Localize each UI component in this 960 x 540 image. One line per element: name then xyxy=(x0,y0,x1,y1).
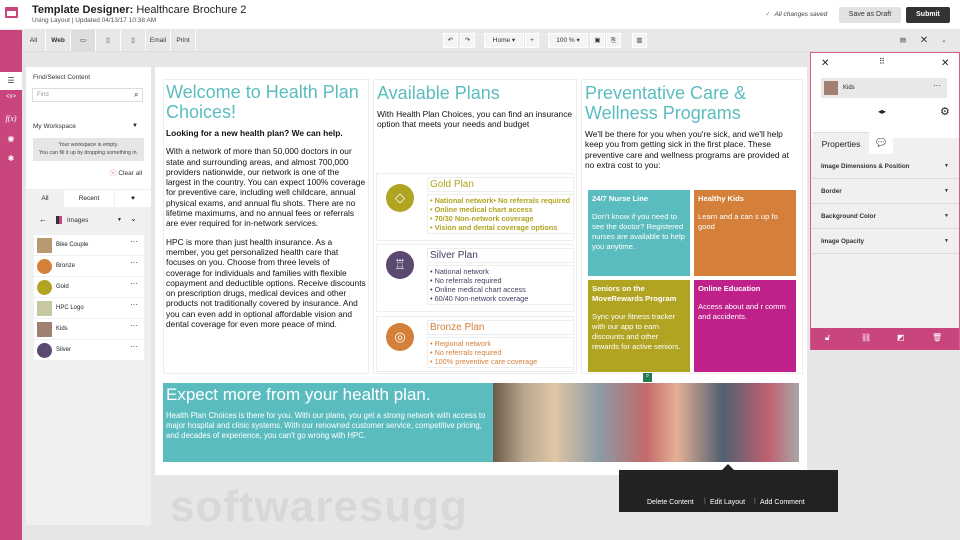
chevron-down-icon[interactable]: ▼ xyxy=(132,123,138,129)
list-item[interactable]: Kids ··· xyxy=(34,319,144,339)
view-web[interactable]: Web xyxy=(46,30,71,51)
plans-title: Available Plans xyxy=(377,83,500,103)
toolbar xyxy=(22,30,960,52)
more-icon[interactable]: ··· xyxy=(933,81,941,90)
undo-icon[interactable]: ↶ xyxy=(443,33,458,48)
delete-content-button[interactable]: Delete Content xyxy=(647,499,694,506)
images-section xyxy=(26,207,151,525)
thumbnail xyxy=(37,238,52,253)
more-icon[interactable]: ··· xyxy=(130,342,138,351)
welcome-title: Welcome to Health Plan Choices! xyxy=(166,82,359,122)
submit-button[interactable]: Submit xyxy=(906,7,950,23)
section-background-color[interactable]: Background Color ▼ xyxy=(811,204,959,229)
welcome-paragraph: HPC is more than just health insurance. As a member, you get personalized health care that focuses on you. Choose from three levels of coverage for individuals and families with flexible copayment and deductible options. Receive discounts on prescription drugs, medical devices and other products not traditionally covered by insurance. And you can even add in optional affordable vision and dental coverage for even more peace of mind. xyxy=(166,236,366,330)
clear-icon: ⓧ xyxy=(110,170,117,177)
add-page-button[interactable]: + xyxy=(525,33,539,48)
drag-handle-icon[interactable]: ⠿ xyxy=(879,57,885,66)
selected-item[interactable]: Kids ··· xyxy=(821,78,947,98)
medal-icon: ◎ xyxy=(386,323,414,351)
paste-icon[interactable]: ▣ xyxy=(590,33,605,48)
thumbnail xyxy=(37,259,52,274)
variables-icon[interactable]: <x> xyxy=(5,94,16,100)
properties-panel xyxy=(810,52,960,350)
watermark: softwaresugg xyxy=(170,482,469,531)
tile-seniors[interactable]: Seniors on the MoveRewards Program Sync your fitness tracker with our app to earn discounts and other rewards for active seniors. xyxy=(588,280,690,372)
add-comment-button[interactable]: Add Comment xyxy=(760,499,805,506)
list-item[interactable]: HPC Logo ··· xyxy=(34,298,144,318)
plan-features: • National network• No referrals required • Online medical chart access • 70/30 Non-network coverage • Vision and dental coverage options xyxy=(427,194,574,234)
find-select-panel xyxy=(26,67,151,525)
panel-actions xyxy=(811,328,959,350)
plan-silver[interactable] xyxy=(376,244,574,312)
heart-icon: ♥ xyxy=(131,195,135,202)
edit-layout-button[interactable]: Edit Layout xyxy=(710,499,746,506)
view-print[interactable]: Print xyxy=(171,30,196,51)
folder-name[interactable]: Images xyxy=(67,217,89,224)
wellness-title: Preventative Care & Wellness Programs xyxy=(585,83,747,123)
replace-image-icon[interactable]: ◩ xyxy=(897,333,905,342)
section-image-opacity[interactable]: Image Opacity ▼ xyxy=(811,229,959,254)
view-email[interactable]: Email xyxy=(146,30,171,51)
plan-features: • National network • No referrals required • Online medical chart access • 60/40 Non-network coverage xyxy=(427,265,574,305)
view-all[interactable]: All xyxy=(22,30,46,51)
wellness-intro: We'll be there for you when you're sick, and we'll help keep you from getting sick in the first place. These preventive care and wellness programs are provided at no extra cost to you: xyxy=(585,129,789,170)
more-icon[interactable]: ··· xyxy=(130,279,138,288)
clear-all-button[interactable]: ⓧ Clear all xyxy=(110,170,143,177)
tablet-icon[interactable]: ▯ xyxy=(96,30,121,51)
thumbnail xyxy=(824,81,838,95)
banner-title: Expect more from your health plan. xyxy=(166,385,431,404)
tab-all[interactable]: All xyxy=(26,190,64,207)
gear-icon[interactable]: ⚙ xyxy=(940,106,950,118)
chevron-down-icon[interactable]: ⌄ xyxy=(941,37,947,44)
close-icon[interactable]: ✕ xyxy=(941,58,950,69)
separator: | xyxy=(704,498,706,505)
workspace-select[interactable]: My Workspace xyxy=(33,123,76,130)
wellness-column[interactable] xyxy=(581,79,803,374)
section-image-dimensions[interactable]: Image Dimensions & Position ▼ xyxy=(811,154,959,179)
tile-nurse-line[interactable]: 24/7 Nurse Line Don't know if you need to see the doctor? Registered nurses are available to help you anytime. xyxy=(588,190,690,276)
back-arrow-icon[interactable]: ← xyxy=(39,215,47,224)
function-icon[interactable]: f(x) xyxy=(5,114,17,123)
header xyxy=(0,0,960,29)
welcome-lead: Looking for a new health plan? We can help. xyxy=(166,128,343,138)
list-item[interactable]: Silver ··· xyxy=(34,340,144,360)
comment-tab-icon[interactable]: 💬 xyxy=(869,132,893,154)
content-list-icon[interactable]: ☰ xyxy=(0,72,22,90)
save-status: ✓ All changes saved xyxy=(765,11,828,18)
plan-features: • Regional network • No referrals required • 100% preventive care coverage xyxy=(427,337,574,368)
document-canvas xyxy=(155,67,807,475)
more-icon[interactable]: ··· xyxy=(130,321,138,330)
chevron-down-icon[interactable]: ⌄ xyxy=(130,214,137,223)
tile-healthy-kids[interactable]: Healthy Kids Learn and a can s up fo good xyxy=(694,190,796,276)
thumbnail xyxy=(37,322,52,337)
resize-arrows-icon[interactable]: ◂▸ xyxy=(878,107,887,116)
plans-column[interactable] xyxy=(373,79,577,374)
tab-properties[interactable]: Properties xyxy=(813,132,869,154)
folder-icon xyxy=(56,216,62,224)
thumbnail xyxy=(37,280,52,295)
plan-name: Silver Plan xyxy=(427,248,574,263)
plan-name: Gold Plan xyxy=(427,177,574,192)
save-draft-button[interactable]: Save as Draft xyxy=(839,7,901,23)
zoom-select[interactable]: 100 % ▾ xyxy=(548,33,588,48)
tab-recent[interactable]: Recent xyxy=(78,195,100,202)
preview-eye-icon[interactable]: ◉ xyxy=(7,134,15,143)
plan-gold[interactable] xyxy=(376,173,574,241)
desktop-icon[interactable]: ▭ xyxy=(71,30,96,51)
thumbnail xyxy=(37,343,52,358)
tools-icon[interactable]: ✕ xyxy=(919,35,929,46)
more-icon[interactable]: ··· xyxy=(130,237,138,246)
folder-dropdown-icon[interactable]: ▼ xyxy=(117,217,122,223)
thumbnail xyxy=(37,301,52,316)
tab-favorites[interactable] xyxy=(114,190,151,207)
grid-columns-icon[interactable]: ▥ xyxy=(632,33,647,48)
welcome-paragraph: With a network of more than 50,000 doctors in our state and surrounding areas, and almost 700,000 providers nationwide, our network is one of the largest in the country. You can expect 100% coverage for preventive care, including well childcare, annual physical exams, and annual flu shots. There are no lifetime maximums, and no annual fees or referrals are ever required for in-network services. xyxy=(166,146,366,229)
tools-icon[interactable]: ✕ xyxy=(821,58,830,69)
page-select[interactable]: Home ▾ xyxy=(484,33,524,48)
page-title: Template Designer: Healthcare Brochure 2 xyxy=(32,4,247,16)
plan-bronze[interactable] xyxy=(376,316,574,372)
side-rail xyxy=(0,30,22,540)
panel-title: Find/Select Content xyxy=(33,74,91,81)
zoom-handle-icon[interactable]: ⌕ xyxy=(643,373,652,382)
banner[interactable] xyxy=(163,383,493,462)
settings-gear-icon[interactable]: ✱ xyxy=(7,154,15,163)
tile-online-education[interactable]: Online Education Access about and r comm and accidents. xyxy=(694,280,796,372)
content-tabs xyxy=(26,189,151,207)
copy-icon[interactable]: ⎘ xyxy=(606,33,621,48)
welcome-column[interactable] xyxy=(163,79,369,374)
app-icon xyxy=(5,7,18,18)
panel-toggle-icon[interactable]: ▤ xyxy=(899,37,907,44)
trash-icon[interactable]: 🗑︎ xyxy=(932,333,943,342)
separator: | xyxy=(754,498,756,505)
more-icon[interactable]: ··· xyxy=(130,300,138,309)
more-icon[interactable]: ··· xyxy=(130,258,138,267)
list-item[interactable]: Bike Couple ··· xyxy=(34,235,144,255)
subtitle: Using Layout | Updated 04/13/17 10:38 AM xyxy=(32,17,157,24)
list-item[interactable]: Bronze ··· xyxy=(34,256,144,276)
diamond-icon: ◇ xyxy=(386,184,414,212)
context-menu xyxy=(619,470,838,512)
plans-intro: With Health Plan Choices, you can find an insurance option that meets your needs and budget xyxy=(377,109,573,130)
banner-body: Health Plan Choices is there for you. With our plans, you get a strong network with access to major hospital and clinic systems. With our renowned customer service, competitive pricing, and decades of experience, you can't go wrong with HPC. xyxy=(166,411,486,440)
lock-icon[interactable]: 🔓︎ xyxy=(825,333,831,342)
trophy-icon: ♖ xyxy=(386,251,414,279)
redo-icon[interactable]: ↷ xyxy=(460,33,475,48)
plan-name: Bronze Plan xyxy=(427,320,574,335)
link-icon[interactable]: ⛓ xyxy=(861,333,872,342)
section-border[interactable]: Border ▼ xyxy=(811,179,959,204)
search-icon: ⌕ xyxy=(134,90,139,99)
list-item[interactable]: Gold ··· xyxy=(34,277,144,297)
phone-icon[interactable]: ▯ xyxy=(121,30,146,51)
kids-image[interactable] xyxy=(493,383,799,462)
find-input[interactable]: Find xyxy=(32,88,143,102)
check-icon: ✓ xyxy=(765,11,771,18)
workspace-empty: Your workspace is empty. You can fill it up by dropping something in. xyxy=(33,138,144,161)
